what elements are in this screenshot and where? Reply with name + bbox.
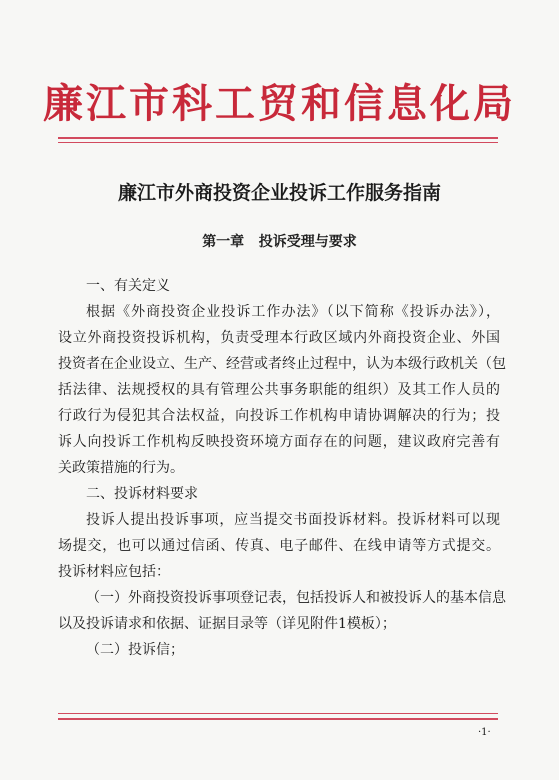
document-title: 廉江市外商投资企业投诉工作服务指南 <box>117 182 441 204</box>
footer-rule-thin <box>58 713 498 714</box>
body-line: 投诉材料应包括： <box>58 564 170 580</box>
body-line: 行政行为侵犯其合法权益，向投诉工作机构申请协调解决的行为；投 <box>58 408 500 424</box>
body-line: 关政策措施的行为。 <box>58 460 184 476</box>
footer-rule-thick <box>58 718 498 720</box>
body-line: 场提交，也可以通过信函、传真、电子邮件、在线申请等方式提交。 <box>58 538 500 554</box>
header-rule-thin <box>58 142 498 143</box>
page-number: ·1· <box>478 727 491 738</box>
body-line: 根据《外商投资企业投诉工作办法》（以下简称《投诉办法》）， <box>86 304 500 320</box>
org-letterhead-title: 廉江市科工贸和信息化局 <box>43 80 516 127</box>
section-heading-definitions: 一、有关定义 <box>86 278 170 294</box>
section-heading-materials: 二、投诉材料要求 <box>86 486 198 502</box>
body-line: 投资者在企业设立、生产、经营或者终止过程中，认为本级行政机关（包 <box>58 356 506 372</box>
header-rule-thick <box>58 137 498 139</box>
body-line: 投诉人提出投诉事项，应当提交书面投诉材料。投诉材料可以现 <box>86 512 500 528</box>
body-line: 括法律、法规授权的具有管理公共事务职能的组织）及其工作人员的 <box>58 382 500 398</box>
body-line: （二）投诉信； <box>86 642 184 658</box>
body-line: 诉人向投诉工作机构反映投资环境方面存在的问题，建议政府完善有 <box>58 434 500 450</box>
body-line: 设立外商投资投诉机构，负责受理本行政区域内外商投资企业、外国 <box>58 330 500 346</box>
body-line: 以及投诉请求和依据、证据目录等（详见附件1模板）； <box>58 616 396 632</box>
body-line: （一）外商投资投诉事项登记表，包括投诉人和被投诉人的基本信息 <box>86 590 506 606</box>
chapter-heading: 第一章 投诉受理与要求 <box>202 234 357 250</box>
